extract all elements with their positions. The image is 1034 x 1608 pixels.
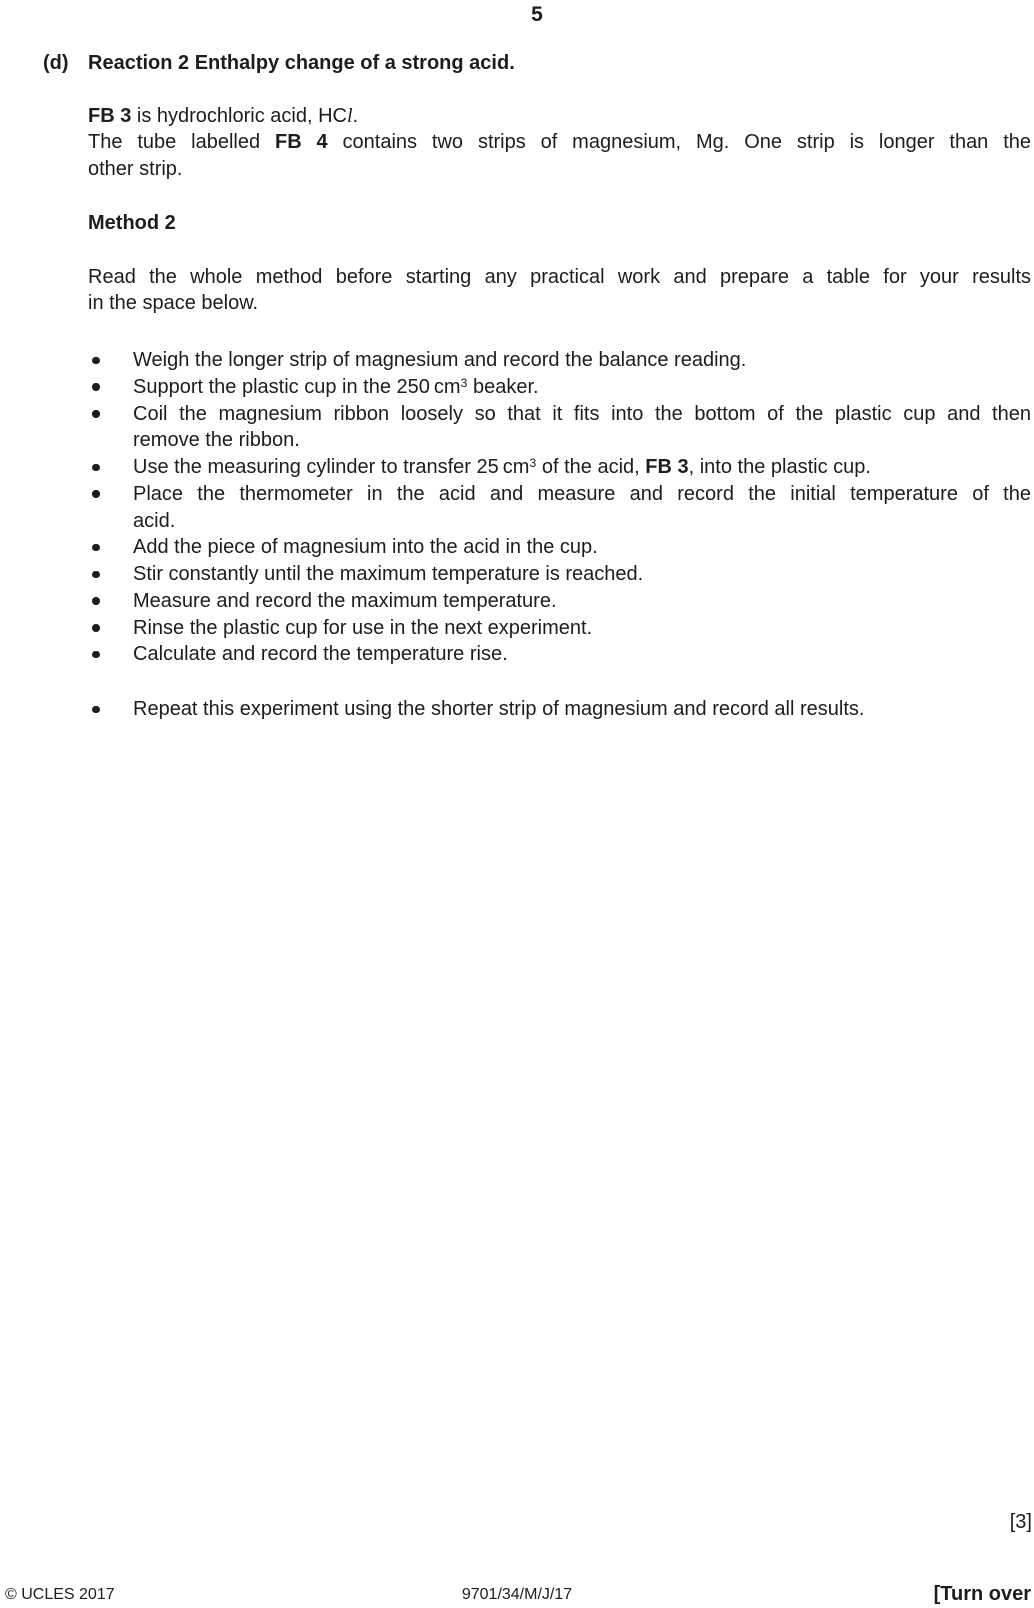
- page-number: 5: [531, 3, 543, 26]
- method-step: [88, 615, 1031, 642]
- text-segment: Weigh the longer strip of magnesium and record the balance reading.: [133, 349, 747, 371]
- text-segment: .: [352, 104, 359, 127]
- step-text: [133, 588, 1031, 615]
- text-segment: 3: [460, 375, 468, 390]
- step-text: [133, 641, 1031, 668]
- question-title: [88, 50, 1031, 77]
- question-letter: (d): [43, 51, 69, 74]
- page-content: [0, 0, 1034, 723]
- text-segment: 3: [529, 455, 537, 470]
- bullet-icon: [92, 464, 100, 472]
- bullet-marker-column: [88, 534, 133, 561]
- step-text: [133, 374, 1031, 401]
- method-instructions-paragraph: [88, 264, 1031, 318]
- bullet-marker-column: [88, 347, 133, 374]
- copyright-text: © UCLES 2017: [5, 1586, 115, 1603]
- bullet-icon: [92, 597, 100, 605]
- step-text: [133, 561, 1031, 588]
- method-step: [88, 454, 1031, 481]
- bullet-marker-column: [88, 374, 133, 401]
- step-text: [133, 534, 1031, 561]
- text-segment: , into the plastic cup.: [688, 456, 871, 478]
- method-steps-list: [88, 347, 1031, 723]
- bullet-icon: [92, 410, 100, 418]
- text-line: [133, 696, 1031, 723]
- page-footer: [0, 1581, 1034, 1605]
- step-text: [133, 481, 1031, 535]
- text-segment: Measure and record the maximum temperature.: [133, 589, 557, 612]
- method-step: [88, 534, 1031, 561]
- text-segment: Read the whole method before starting any practical work and prepare a table for your results: [88, 265, 1031, 288]
- text-segment: Coil the magnesium ribbon loosely so that it fits into the bottom of the plastic cup and then: [133, 402, 1031, 425]
- text-line: [88, 156, 1031, 183]
- step-text: [133, 615, 1031, 642]
- text-line: [88, 264, 1031, 291]
- bullet-marker-column: [88, 481, 133, 535]
- method-step: [88, 588, 1031, 615]
- bullet-marker-column: [88, 615, 133, 642]
- text-segment: Rinse the plastic cup for use in the next experiment.: [133, 616, 593, 639]
- bullet-marker-column: [88, 641, 133, 668]
- text-line: [133, 508, 1031, 535]
- bullet-icon: [92, 571, 100, 579]
- method-step: [88, 347, 1031, 374]
- bullet-icon: [92, 383, 100, 391]
- bullet-icon: [92, 490, 100, 498]
- text-line: [133, 534, 1031, 561]
- text-segment: of the acid,: [536, 456, 646, 478]
- text-segment: l: [346, 104, 353, 127]
- text-line: [133, 427, 1031, 454]
- text-line: [88, 290, 1031, 317]
- text-line: [88, 103, 1031, 130]
- text-segment: other strip.: [88, 158, 183, 180]
- text-segment: acid.: [133, 509, 176, 532]
- text-segment: Repeat this experiment using the shorter strip of magnesium and record all results.: [133, 698, 865, 720]
- text-segment: FB 3: [88, 104, 132, 127]
- text-segment: contains two strips of magnesium, Mg. One strip is longer than the: [327, 131, 1031, 154]
- text-segment: FB 4: [275, 131, 328, 154]
- marks-badge: [3]: [1009, 1511, 1032, 1533]
- bullet-icon: [92, 706, 100, 714]
- text-line: [133, 615, 1031, 642]
- bullet-marker-column: [88, 454, 133, 481]
- text-segment: Stir constantly until the maximum temperature is reached.: [133, 563, 644, 585]
- bullet-marker-column: [88, 561, 133, 588]
- step-text: [133, 401, 1031, 455]
- bullet-icon: [92, 651, 100, 659]
- text-line: [133, 641, 1031, 668]
- question-heading-row: [43, 50, 1031, 77]
- method-step: [88, 696, 1031, 723]
- text-segment: The tube labelled: [88, 131, 275, 154]
- method-step: [88, 481, 1031, 535]
- text-segment: Calculate and record the temperature rise.: [133, 643, 508, 666]
- text-line: [133, 481, 1031, 508]
- bullet-marker-column: [88, 588, 133, 615]
- bullet-marker-column: [88, 401, 133, 455]
- text-line: [133, 374, 1031, 401]
- method-title: Method 2: [88, 211, 176, 234]
- intro-paragraph: [88, 103, 1031, 183]
- text-line: [133, 401, 1031, 428]
- text-segment: Use the measuring cylinder to transfer 25 cm: [133, 456, 530, 478]
- text-line: [133, 561, 1031, 588]
- paper-code: 9701/34/M/J/17: [461, 1586, 573, 1603]
- method-step: [88, 641, 1031, 668]
- text-segment: Add the piece of magnesium into the acid in the cup.: [133, 536, 598, 559]
- text-line: [88, 129, 1031, 156]
- text-line: [133, 588, 1031, 615]
- text-segment: Support the plastic cup in the 250 cm: [133, 375, 461, 398]
- text-segment: remove the ribbon.: [133, 429, 300, 452]
- bullet-icon: [92, 357, 100, 365]
- text-segment: FB 3: [645, 456, 689, 478]
- text-segment: Place the thermometer in the acid and measure and record the initial temperature of the: [133, 482, 1031, 505]
- bullet-icon: [92, 624, 100, 632]
- text-segment: in the space below.: [88, 292, 259, 315]
- text-line: [133, 454, 1031, 481]
- method-step: [88, 561, 1031, 588]
- method-step: [88, 374, 1031, 401]
- text-segment: beaker.: [467, 375, 539, 398]
- bullet-icon: [92, 544, 100, 552]
- text-line: [133, 347, 1031, 374]
- step-text: [133, 454, 1031, 481]
- turn-over-label: [Turn over: [933, 1583, 1031, 1605]
- bullet-marker-column: [88, 696, 133, 723]
- step-text: [133, 347, 1031, 374]
- method-step: [88, 401, 1031, 455]
- text-segment: is hydrochloric acid, HC: [131, 104, 347, 127]
- step-text: [133, 696, 1031, 723]
- text-segment: Reaction 2 Enthalpy change of a strong acid.: [88, 51, 515, 74]
